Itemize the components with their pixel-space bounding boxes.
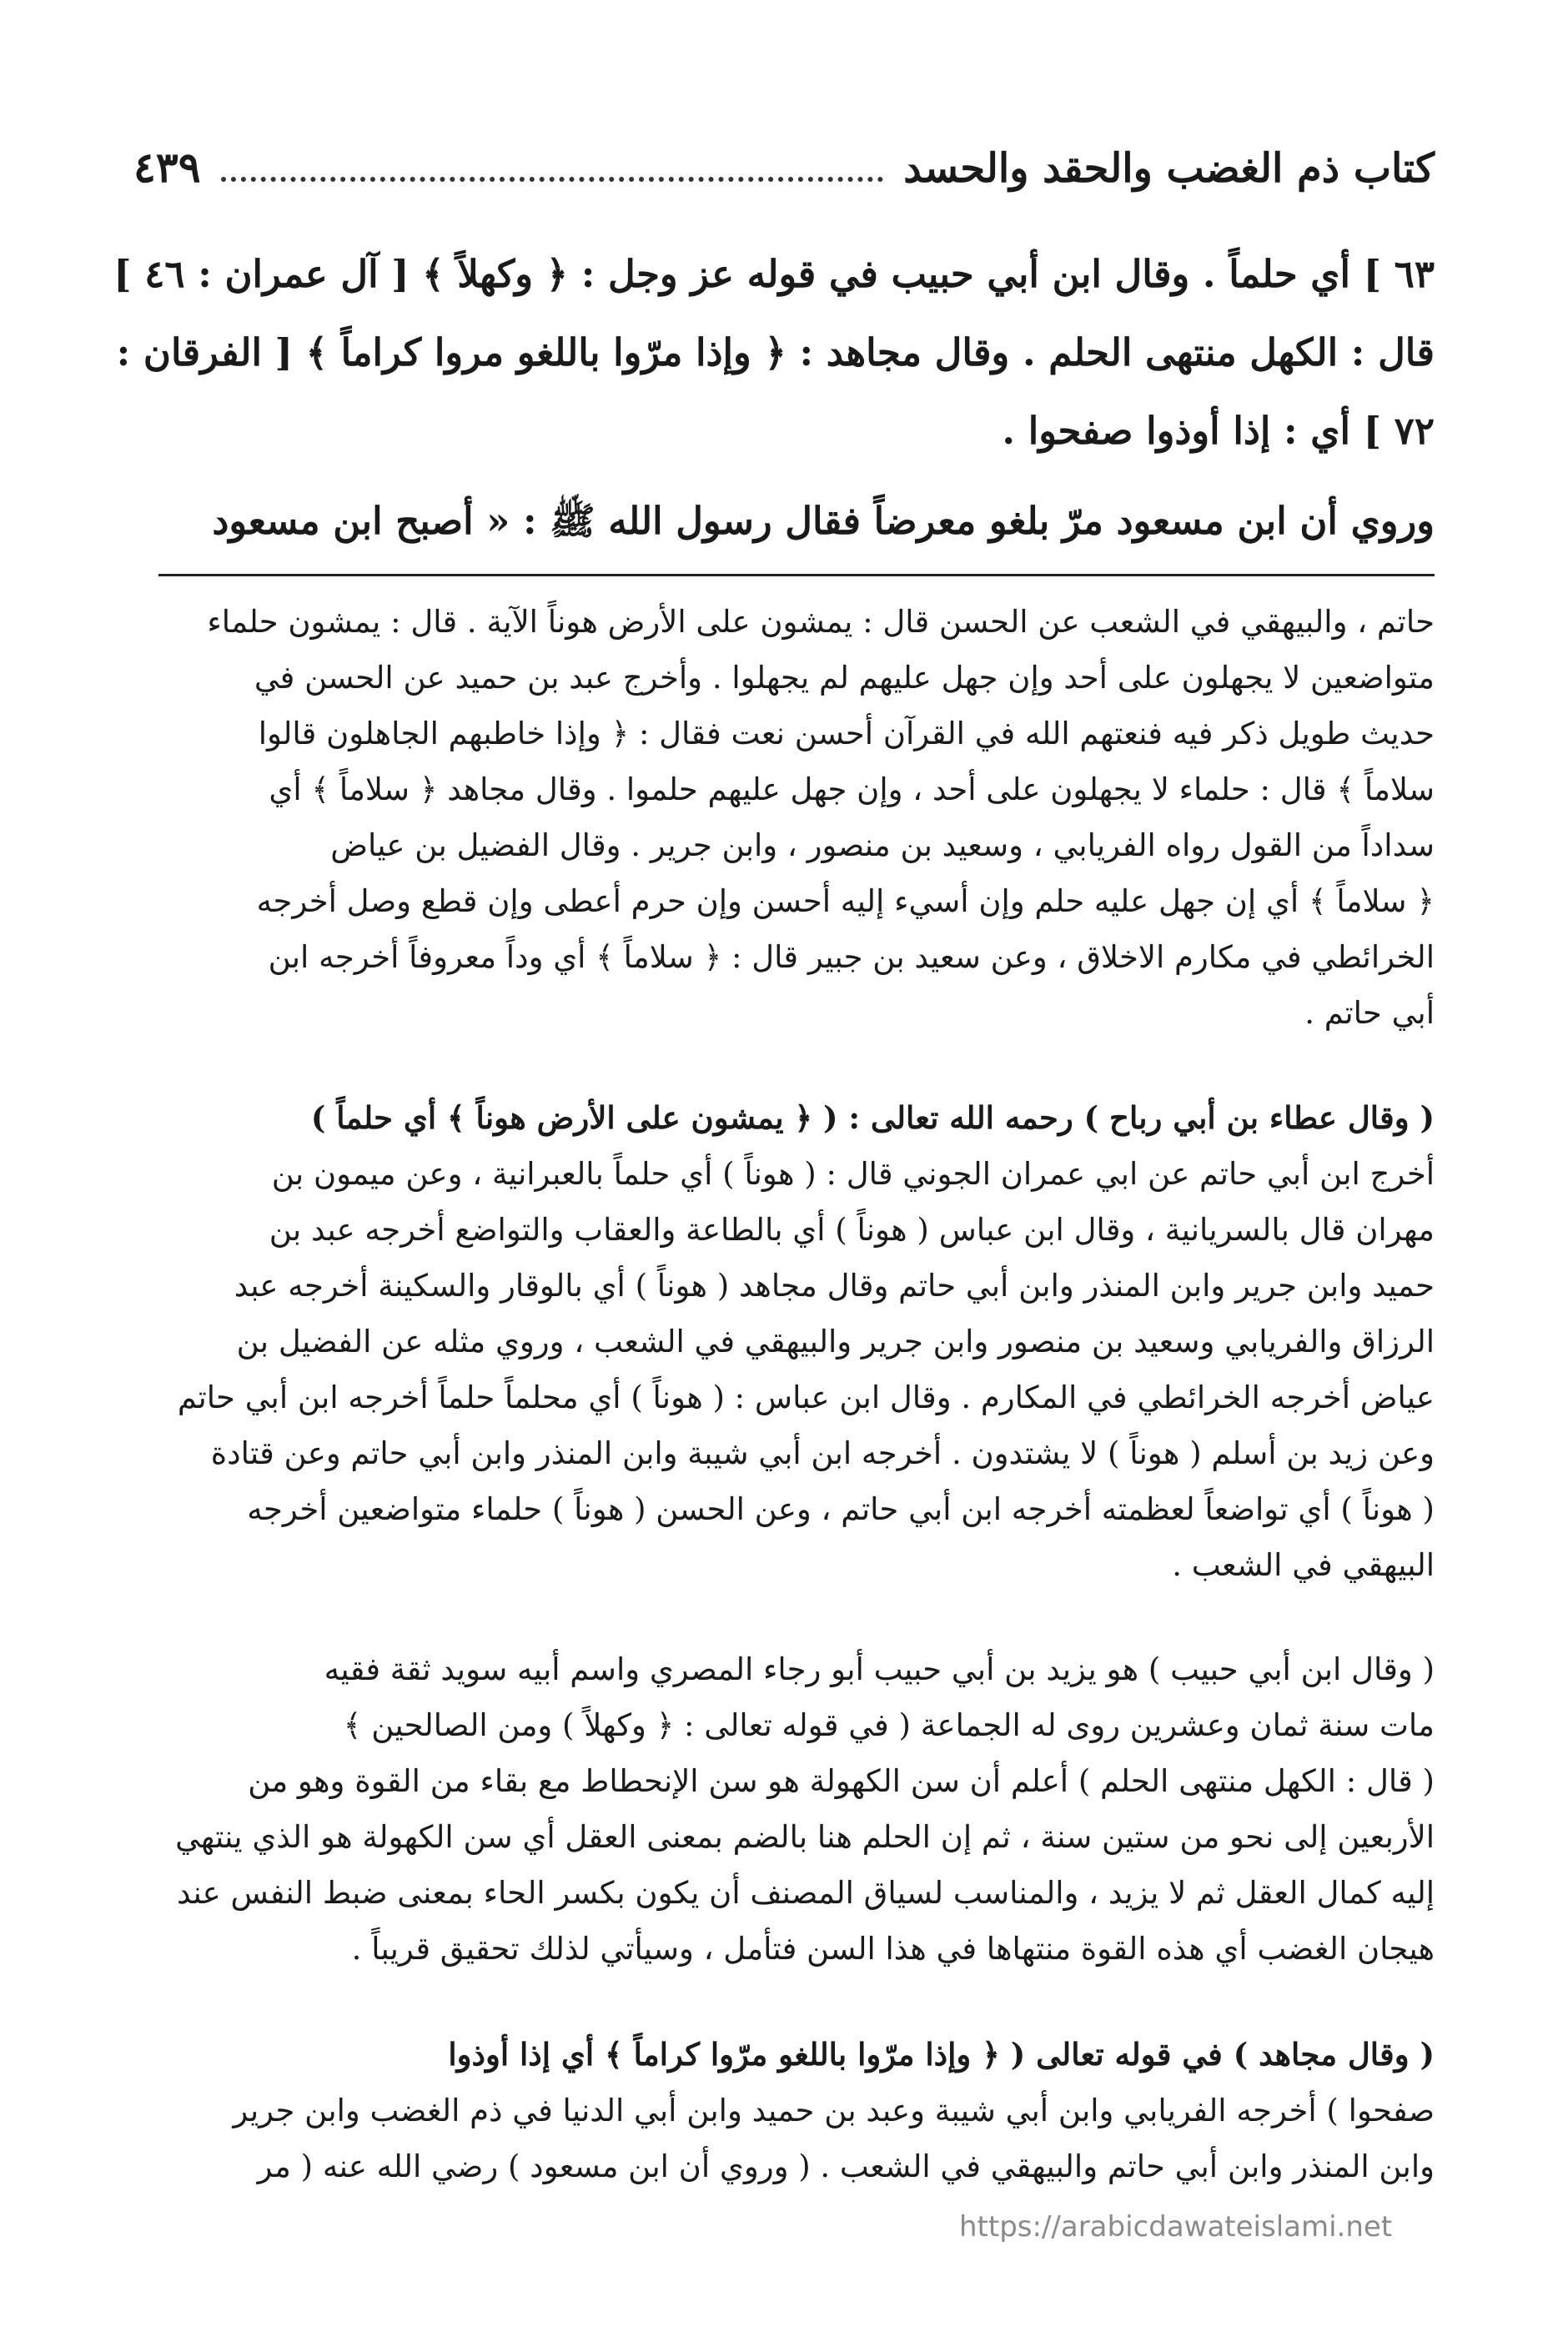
commentary-line: مهران قال بالسريانية ، وقال ابن عباس ( هوناً ) أي بالطاعة والعقاب والتواضع أخرجه عبد بن — [269, 1212, 1435, 1248]
commentary-line: الخرائطي في مكارم الاخلاق ، وعن سعيد بن جبير قال : ﴿ سلاماً ﴾ أي وداً معروفاً أخرجه ابن — [268, 939, 1435, 975]
commentary-line: مات سنة ثمان وعشرين روى له الجماعة ( في قوله تعالى : ﴿ وكهلاً ) ومن الصالحين ﴾ — [343, 1707, 1435, 1743]
commentary-line: سلاماً ﴾ قال : حلماء لا يجهلون على أحد ، وإن جهل عليهم حلموا . وقال مجاهد ﴿ سلاماً ﴾ أي — [269, 771, 1435, 807]
commentary-line: وابن المنذر وابن أبي حاتم والبيهقي في الشعب . ( وروي أن ابن مسعود ) رضي الله عنه ( مر — [257, 2149, 1435, 2184]
commentary-line: حاتم ، والبيهقي في الشعب عن الحسن قال : يمشون على الأرض هوناً الآية . قال : يمشون حلماء — [207, 604, 1435, 640]
book-title: كتاب ذم الغضب والحقد والحسد — [903, 145, 1435, 192]
commentary-line: الرزاق والفريابي وسعيد بن منصور وابن جرير والبيهقي في الشعب ، وروي مثله عن الفضيل بن — [236, 1324, 1435, 1359]
commentary-line: حميد وابن جرير وابن المنذر وابن أبي حاتم وقال مجاهد ( هوناً ) أي بالوقار والسكينة أخرجه عبد — [234, 1268, 1435, 1304]
commentary-line: ﴿ سلاماً ﴾ أي إن جهل عليه حلم وإن أسيء إليه أحسن وإن حرم أعطى وإن قطع وصل أخرجه — [256, 883, 1435, 919]
page-number: ٤٣٩ — [133, 143, 201, 192]
main-text — [113, 235, 1435, 560]
running-header — [133, 117, 1435, 192]
commentary-line: أبي حاتم . — [1304, 995, 1435, 1031]
commentary-line: ( وقال عطاء بن أبي رباح ) رحمه الله تعالى : ( ﴿ يمشون على الأرض هوناً ﴾ أي حلماً ) — [310, 1099, 1435, 1136]
commentary-paragraph — [133, 1090, 1435, 1593]
commentary-line: عياض أخرجه الخرائطي في المكارم . وقال ابن عباس : ( هوناً ) أي محلماً حلماً أخرجه ابن أبي حاتم — [177, 1380, 1435, 1415]
footnote-separator — [158, 574, 1435, 576]
watermark-url: https://arabicdawateislami.net — [959, 2210, 1393, 2244]
main-line: ٧٢ ] أي : إذا أوذوا صفحوا . — [1002, 409, 1435, 453]
commentary-line: هيجان الغضب أي هذه القوة منتهاها في هذا السن فتأمل ، وسيأتي لذلك تحقيق قريباً . — [351, 1931, 1435, 1967]
commentary-line: إليه كمال العقل ثم لا يزيد ، والمناسب لسياق المصنف أن يكون بكسر الحاء بمعنى ضبط النفس عند — [177, 1875, 1435, 1911]
main-line: قال : الكهل منتهى الحلم . وقال مجاهد : ﴿ وإذا مرّوا باللغو مروا كراماً ﴾ [ الفرقان : — [116, 330, 1435, 374]
commentary-paragraph — [133, 1641, 1435, 1977]
commentary-paragraph — [133, 594, 1435, 1041]
commentary-line: الأربعين إلى نحو من ستين سنة ، ثم إن الحلم هنا بالضم بمعنى العقل أي سن الكهولة هو الذي ينتهي — [175, 1819, 1435, 1855]
commentary-line: وعن زيد بن أسلم ( هوناً ) لا يشتدون . أخرجه ابن أبي شيبة وابن المنذر وابن أبي حاتم وعن قتادة — [210, 1435, 1435, 1471]
main-line: وروي أن ابن مسعود مرّ بلغو معرضاً فقال رسول الله ﷺ : « أصبح ابن مسعود — [212, 499, 1435, 543]
commentary-paragraph — [133, 2027, 1435, 2194]
commentary-line: حديث طويل ذكر فيه فنعتهم الله في القرآن أحسن نعت فقال : ﴿ وإذا خاطبهم الجاهلون قالوا — [258, 716, 1435, 751]
main-line: ٦٣ ] أي حلماً . وقال ابن أبي حبيب في قوله عز وجل : ﴿ وكهلاً ﴾ [ آل عمران : ٤٦ ] — [113, 252, 1435, 296]
commentary-line: أخرج ابن أبي حاتم عن ابي عمران الجوني قال : ( هوناً ) أي حلماً بالعبرانية ، وعن ميمون بن — [271, 1156, 1435, 1192]
leader-dots — [221, 177, 884, 182]
commentary-line: سداداً من القول رواه الفريابي ، وسعيد بن منصور ، وابن جرير . وقال الفضيل بن عياض — [330, 827, 1435, 863]
commentary-line: ( هوناً ) أي تواضعاً لعظمته أخرجه ابن أبي حاتم ، وعن الحسن ( هوناً ) حلماء متواضعين أخرجه — [247, 1491, 1435, 1527]
commentary-line: صفحوا ) أخرجه الفريابي وابن أبي شيبة وعبد بن حميد وابن أبي الدنيا في ذم الغضب وابن جرير — [233, 2093, 1435, 2128]
commentary-line: متواضعين لا يجهلون على أحد وإن جهل عليهم لم يجهلوا . وأخرج عبد بن حميد عن الحسن في — [254, 660, 1435, 696]
commentary-line: ( قال : الكهل منتهى الحلم ) أعلم أن سن الكهولة هو سن الإنحطاط مع بقاء من القوة وهو من — [248, 1763, 1435, 1799]
commentary-line: البيهقي في الشعب . — [1172, 1547, 1435, 1583]
commentary-line: ( وقال ابن أبي حبيب ) هو يزيد بن أبي حبيب أبو رجاء المصري واسم أبيه سويد ثقة فقيه — [324, 1651, 1435, 1687]
commentary-line: ( وقال مجاهد ) في قوله تعالى ( ﴿ وإذا مرّوا باللغو مرّوا كراماً ﴾ أي إذا أوذوا — [448, 2036, 1435, 2073]
